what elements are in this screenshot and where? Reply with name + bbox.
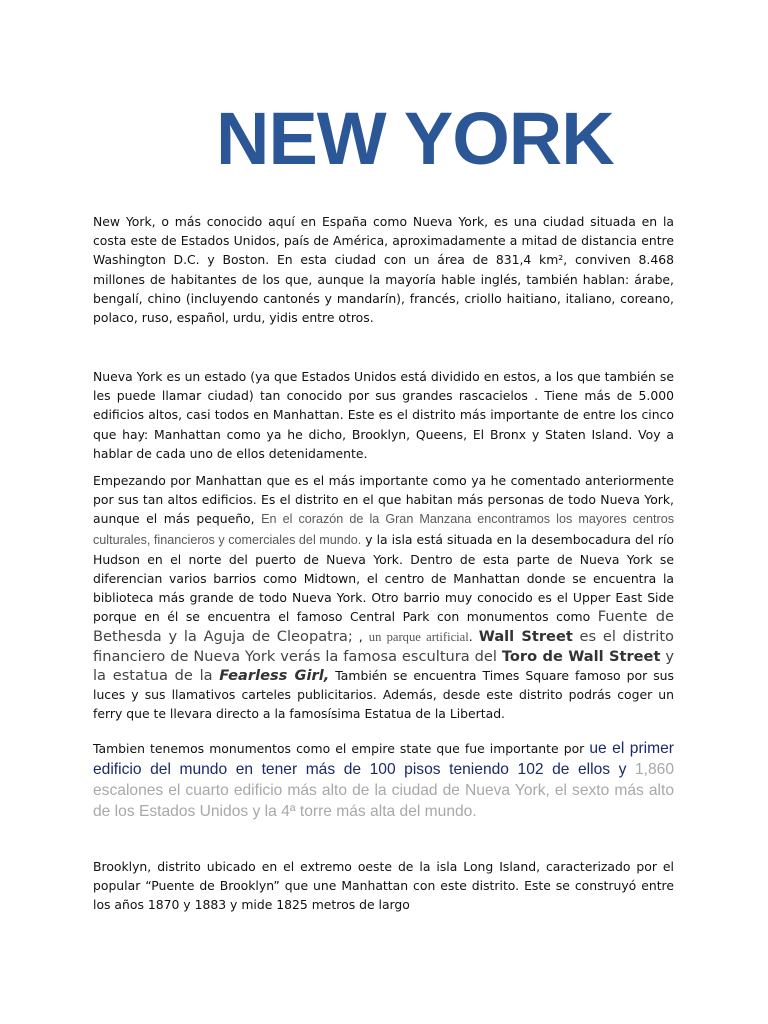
manhattan-quote-gran-manzana: En el corazón de la Gran Manzana encontramos los mayores centros culturales, financieros y comerciales del mundo. bbox=[93, 512, 675, 547]
wall-street-bold: Wall Street bbox=[478, 627, 573, 645]
manhattan-estatua: y la estatua de la bbox=[93, 647, 674, 685]
manhattan-artificial-park: un parque artificial bbox=[368, 629, 469, 644]
paragraph-brooklyn: Brooklyn, distrito ubicado en el extremo oeste de la isla Long Island, caracterizado por el popular “Puente de Brooklyn” que une Manhattan con este distrito. Este se construyó entre los años 1870 y 1883 y mide 1825 metros de largo bbox=[93, 859, 674, 913]
manhattan-financial: es el distrito financiero de Nueva York verás la famosa escultura del bbox=[93, 627, 674, 665]
manhattan-sep: , bbox=[352, 628, 369, 644]
manhattan-text-1: Empezando por Manhattan que es el más importante como ya he comentado anteriormente por sus tan altos edificios. Es el distrito en el que habitan más personas de todo Nueva York, aunque el más pequeño, bbox=[93, 473, 674, 527]
paragraph-intro: New York, o más conocido aquí en España como Nueva York, es una ciudad situada en la costa este de Estados Unidos, país de América, aproximadamente a mitad de distancia entre Washington D.C. y Boston. En esta ciudad con un área de 831,4 km², conviven 8.468 millones de habitantes de los que, aunque la mayoría hable inglés, también hablan: árabe, bengalí, chino (incluyendo cantonés y mandarín), francés, criollo haitiano, italiano, coreano, polaco, ruso, español, urdu, yidis entre otros. bbox=[93, 214, 674, 326]
paragraph-manhattan bbox=[93, 471, 674, 724]
empire-blue-text: ue el primer edificio del mundo en tener más de 100 pisos teniendo 102 de ellos y bbox=[93, 740, 674, 778]
manhattan-text-2: y la isla está situada en la desembocadura del río Hudson en el norte del puerto de Nueva York. Dentro de esta parte de Nueva York se diferencian varios barrios como Midtown, el centro de Manhattan donde se encuentra la biblioteca más grande de todo Nueva York. Otro barrio muy conocido es el Upper East Side porque en él se encuentra el famoso Central Park con monumentos como bbox=[93, 531, 674, 625]
toro-wall-street-bold: Toro de Wall Street bbox=[501, 647, 661, 665]
paragraph-state: Nueva York es un estado (ya que Estados Unidos está dividido en estos, a los que también se les puede llamar ciudad) tan conocido por sus grandes rascacielos . Tiene más de 5.000 edificios altos, casi todos en Manhattan. Este es el distrito más importante de entre los cinco que hay: Manhattan como ya he dicho, Brooklyn, Queens, El Bronx y Staten Island. Voy a hablar de cada uno de ellos detenidamente. bbox=[93, 369, 674, 461]
document-title: NEW YORK bbox=[216, 97, 614, 180]
empire-light-text: 1,860 escalones el cuarto edificio más alto de la ciudad de Nueva York, el sexto más alto de los Estados Unidos y la 4ª torre más alta del mundo. bbox=[93, 761, 674, 820]
manhattan-monuments: Fuente de Bethesda y la Aguja de Cleopatra; bbox=[93, 608, 674, 645]
manhattan-dot: . bbox=[468, 628, 479, 644]
paragraph-empire-state bbox=[93, 738, 674, 822]
fearless-girl: Fearless Girl, bbox=[219, 667, 330, 685]
empire-text-1: Tambien tenemos monumentos como el empire state que fue importante por bbox=[93, 741, 590, 756]
manhattan-text-3: También se encuentra Times Square famoso por sus luces y sus llamativos carteles publicitarios. Además, desde este distrito podrás coger un ferry que te llevara directo a la famosísima Estatua de la Libertad. bbox=[93, 668, 674, 722]
